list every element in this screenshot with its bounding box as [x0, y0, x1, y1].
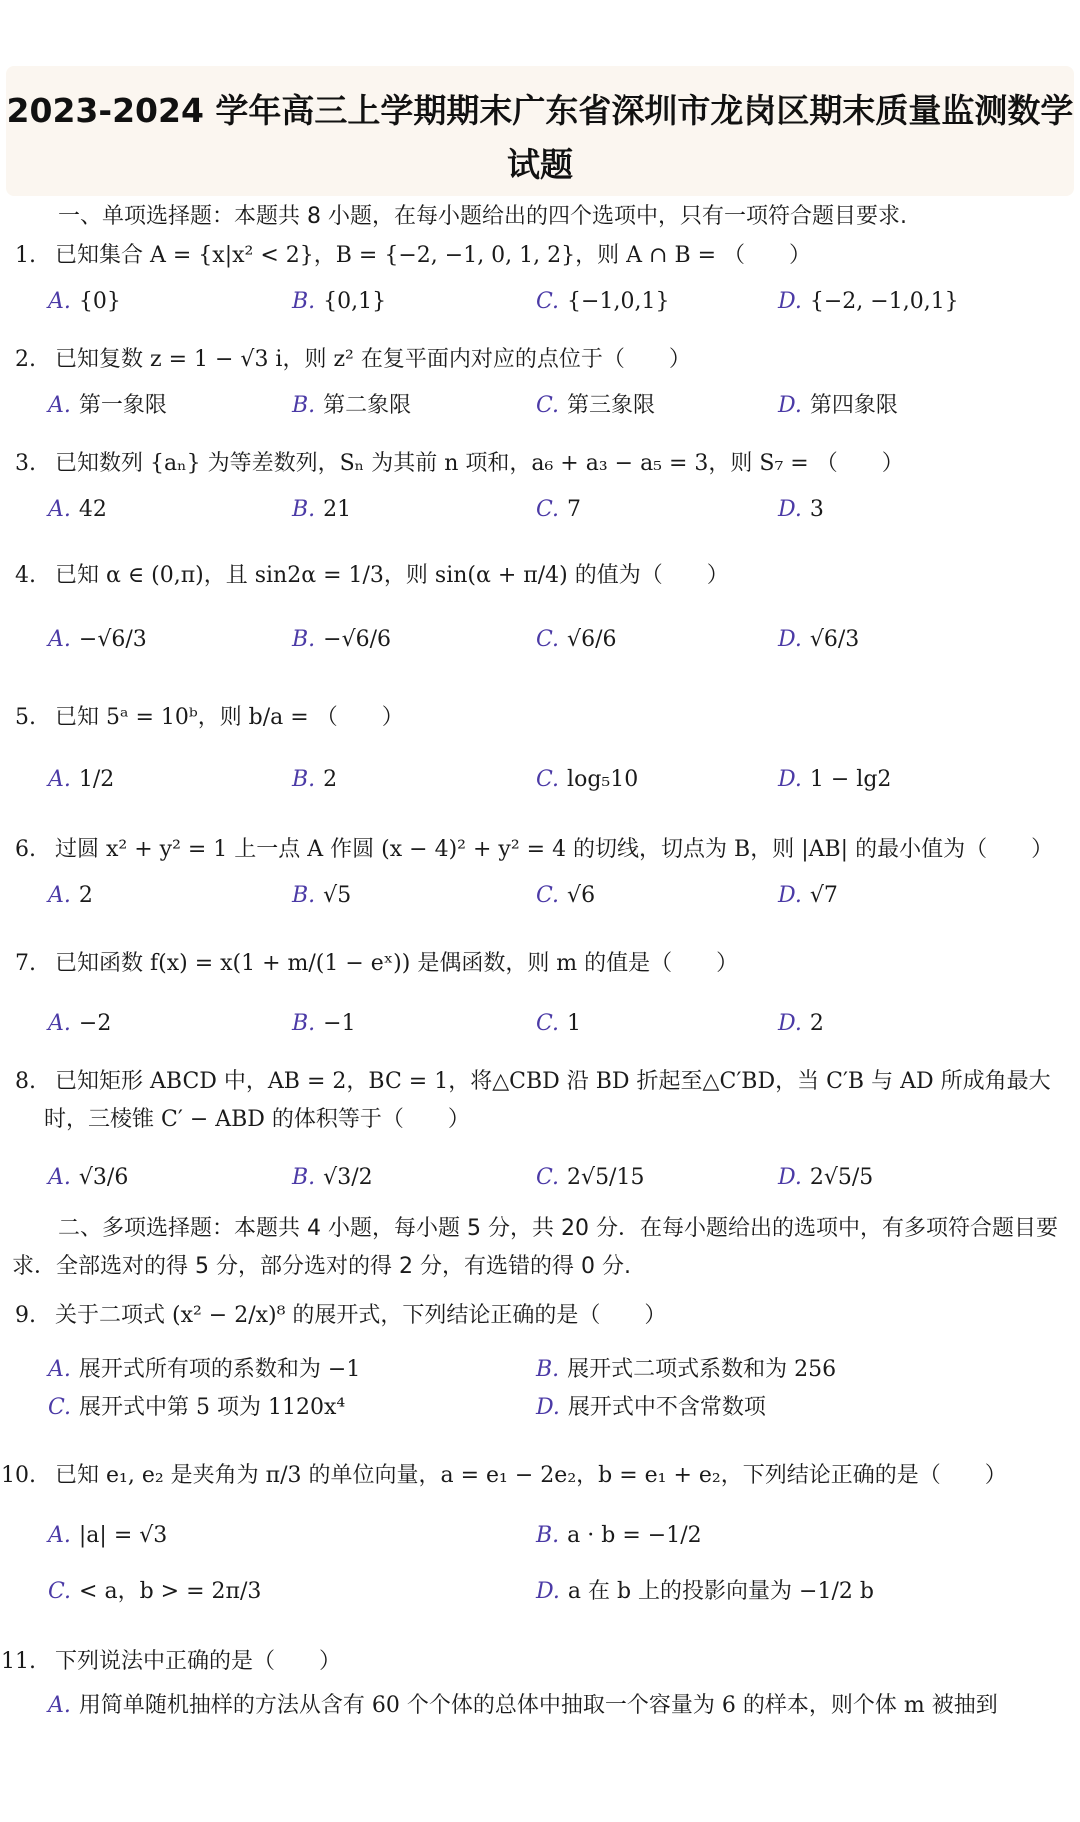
question-2: 2. 已知复数 z = 1 − √3 i，则 z² 在复平面内对应的点位于（ ） [15, 347, 691, 372]
option-3b: B. 21 [292, 497, 352, 522]
option-6b: B. √5 [292, 883, 352, 908]
question-4: 4. 已知 α ∈ (0,π)，且 sin2α = 1/3，则 sin(α + π/4) 的值为（ ） [15, 563, 729, 588]
option-6c: C. √6 [536, 883, 596, 908]
option-10b: B. a · b = −1/2 [536, 1523, 702, 1548]
option-5b: B. 2 [292, 767, 338, 792]
option-7b: B. −1 [292, 1011, 356, 1036]
question-stem: 已知矩形 ABCD 中，AB = 2，BC = 1，将△CBD 沿 BD 折起至△C′BD，当 C′B 与 AD 所成角最大 [55, 1069, 1051, 1094]
question-8-continued: 时，三棱锥 C′ − ABD 的体积等于（ ） [44, 1107, 470, 1132]
option-7c: C. 1 [536, 1011, 582, 1036]
section-1-heading: 一、单项选择题：本题共 8 小题，在每小题给出的四个选项中，只有一项符合题目要求. [58, 204, 907, 229]
option-7a: A. −2 [48, 1011, 112, 1036]
question-stem: 已知 e₁, e₂ 是夹角为 π/3 的单位向量，a = e₁ − 2e₂，b = e₁ + e₂，下列结论正确的是（ ） [55, 1463, 1007, 1488]
question-stem: 已知 α ∈ (0,π)，且 sin2α = 1/3，则 sin(α + π/4) 的值为（ ） [55, 563, 729, 588]
option-10a: A. |a| = √3 [48, 1523, 168, 1548]
option-3d: D. 3 [778, 497, 824, 522]
option-1c: C. {−1,0,1} [536, 289, 670, 314]
question-8: 8. 已知矩形 ABCD 中，AB = 2，BC = 1，将△CBD 沿 BD 折起至△C′BD，当 C′B 与 AD 所成角最大 [15, 1069, 1051, 1094]
option-10c: C. < a，b > = 2π/3 [48, 1579, 262, 1604]
option-2d: D. 第四象限 [778, 393, 898, 418]
option-11a: A. 用简单随机抽样的方法从含有 60 个个体的总体中抽取一个容量为 6 的样本，则个体 m 被抽到 [48, 1693, 998, 1718]
section-2-heading: 二、多项选择题：本题共 4 小题，每小题 5 分，共 20 分．在每小题给出的选项中，有多项符合题目要求．全部选对的得 5 分，部分选对的得 2 分，有选错的得 0 分. [12, 1216, 1058, 1279]
option-7d: D. 2 [778, 1011, 824, 1036]
option-5d: D. 1 − lg2 [778, 767, 892, 792]
question-5: 5. 已知 5ᵃ = 10ᵇ，则 b/a = （ ） [15, 705, 404, 730]
option-8d: D. 2√5/5 [778, 1165, 874, 1190]
option-9a: A. 展开式所有项的系数和为 −1 [48, 1357, 361, 1382]
question-stem: 已知数列 {aₙ} 为等差数列，Sₙ 为其前 n 项和，a₆ + a₃ − a₅ = 3，则 S₇ = （ ） [55, 451, 904, 476]
question-11: 11. 下列说法中正确的是（ ） [1, 1649, 342, 1674]
option-9d: D. 展开式中不含常数项 [536, 1395, 766, 1420]
question-stem: 已知函数 f(x) = x(1 + m/(1 − eˣ)) 是偶函数，则 m 的值是（ ） [55, 951, 739, 976]
question-3: 3. 已知数列 {aₙ} 为等差数列，Sₙ 为其前 n 项和，a₆ + a₃ − a₅ = 3，则 S₇ = （ ） [15, 451, 904, 476]
question-number: 1. [15, 243, 36, 268]
option-3a: A. 42 [48, 497, 107, 522]
option-5a: A. 1/2 [48, 767, 115, 792]
question-stem: 下列说法中正确的是（ ） [55, 1649, 342, 1674]
option-4a: A. −√6/3 [48, 627, 147, 652]
option-8c: C. 2√5/15 [536, 1165, 645, 1190]
option-3c: C. 7 [536, 497, 582, 522]
option-2b: B. 第二象限 [292, 393, 412, 418]
question-6: 6. 过圆 x² + y² = 1 上一点 A 作圆 (x − 4)² + y² = 4 的切线，切点为 B，则 |AB| 的最小值为（ ） [15, 837, 1054, 862]
option-9b: B. 展开式二项式系数和为 256 [536, 1357, 837, 1382]
option-1a: A. {0} [48, 289, 121, 314]
option-8a: A. √3/6 [48, 1165, 129, 1190]
page-title: 2023-2024 学年高三上学期期末广东省深圳市龙岗区期末质量监测数学试题 [6, 91, 1074, 184]
question-10: 10. 已知 e₁, e₂ 是夹角为 π/3 的单位向量，a = e₁ − 2e₂，b = e₁ + e₂，下列结论正确的是（ ） [1, 1463, 1007, 1488]
question-stem: 已知复数 z = 1 − √3 i，则 z² 在复平面内对应的点位于（ ） [55, 347, 691, 372]
option-1d: D. {−2, −1,0,1} [778, 289, 959, 314]
question-stem: 过圆 x² + y² = 1 上一点 A 作圆 (x − 4)² + y² = 4 的切线，切点为 B，则 |AB| 的最小值为（ ） [55, 837, 1054, 862]
option-4b: B. −√6/6 [292, 627, 392, 652]
question-1 [0, 236, 811, 276]
option-8b: B. √3/2 [292, 1165, 373, 1190]
question-9: 9. 关于二项式 (x² − 2/x)⁸ 的展开式，下列结论正确的是（ ） [15, 1303, 667, 1328]
option-1b: B. {0,1} [292, 289, 387, 314]
question-stem: 已知 5ᵃ = 10ᵇ，则 b/a = （ ） [55, 705, 404, 730]
question-7: 7. 已知函数 f(x) = x(1 + m/(1 − eˣ)) 是偶函数，则 m 的值是（ ） [15, 951, 739, 976]
option-4d: D. √6/3 [778, 627, 860, 652]
option-2a: A. 第一象限 [48, 393, 167, 418]
question-stem: 关于二项式 (x² − 2/x)⁸ 的展开式，下列结论正确的是（ ） [55, 1303, 667, 1328]
option-4c: C. √6/6 [536, 627, 617, 652]
option-5c: C. log₅10 [536, 767, 639, 792]
option-2c: C. 第三象限 [536, 393, 656, 418]
option-6d: D. √7 [778, 883, 838, 908]
option-10d: D. a 在 b 上的投影向量为 −1/2 b [536, 1579, 874, 1604]
question-stem: 已知集合 A = {x|x² < 2}，B = {−2, −1, 0, 1, 2}，则 A ∩ B = （ ） [55, 243, 812, 268]
option-6a: A. 2 [48, 883, 93, 908]
option-9c: C. 展开式中第 5 项为 1120x⁴ [48, 1395, 346, 1420]
